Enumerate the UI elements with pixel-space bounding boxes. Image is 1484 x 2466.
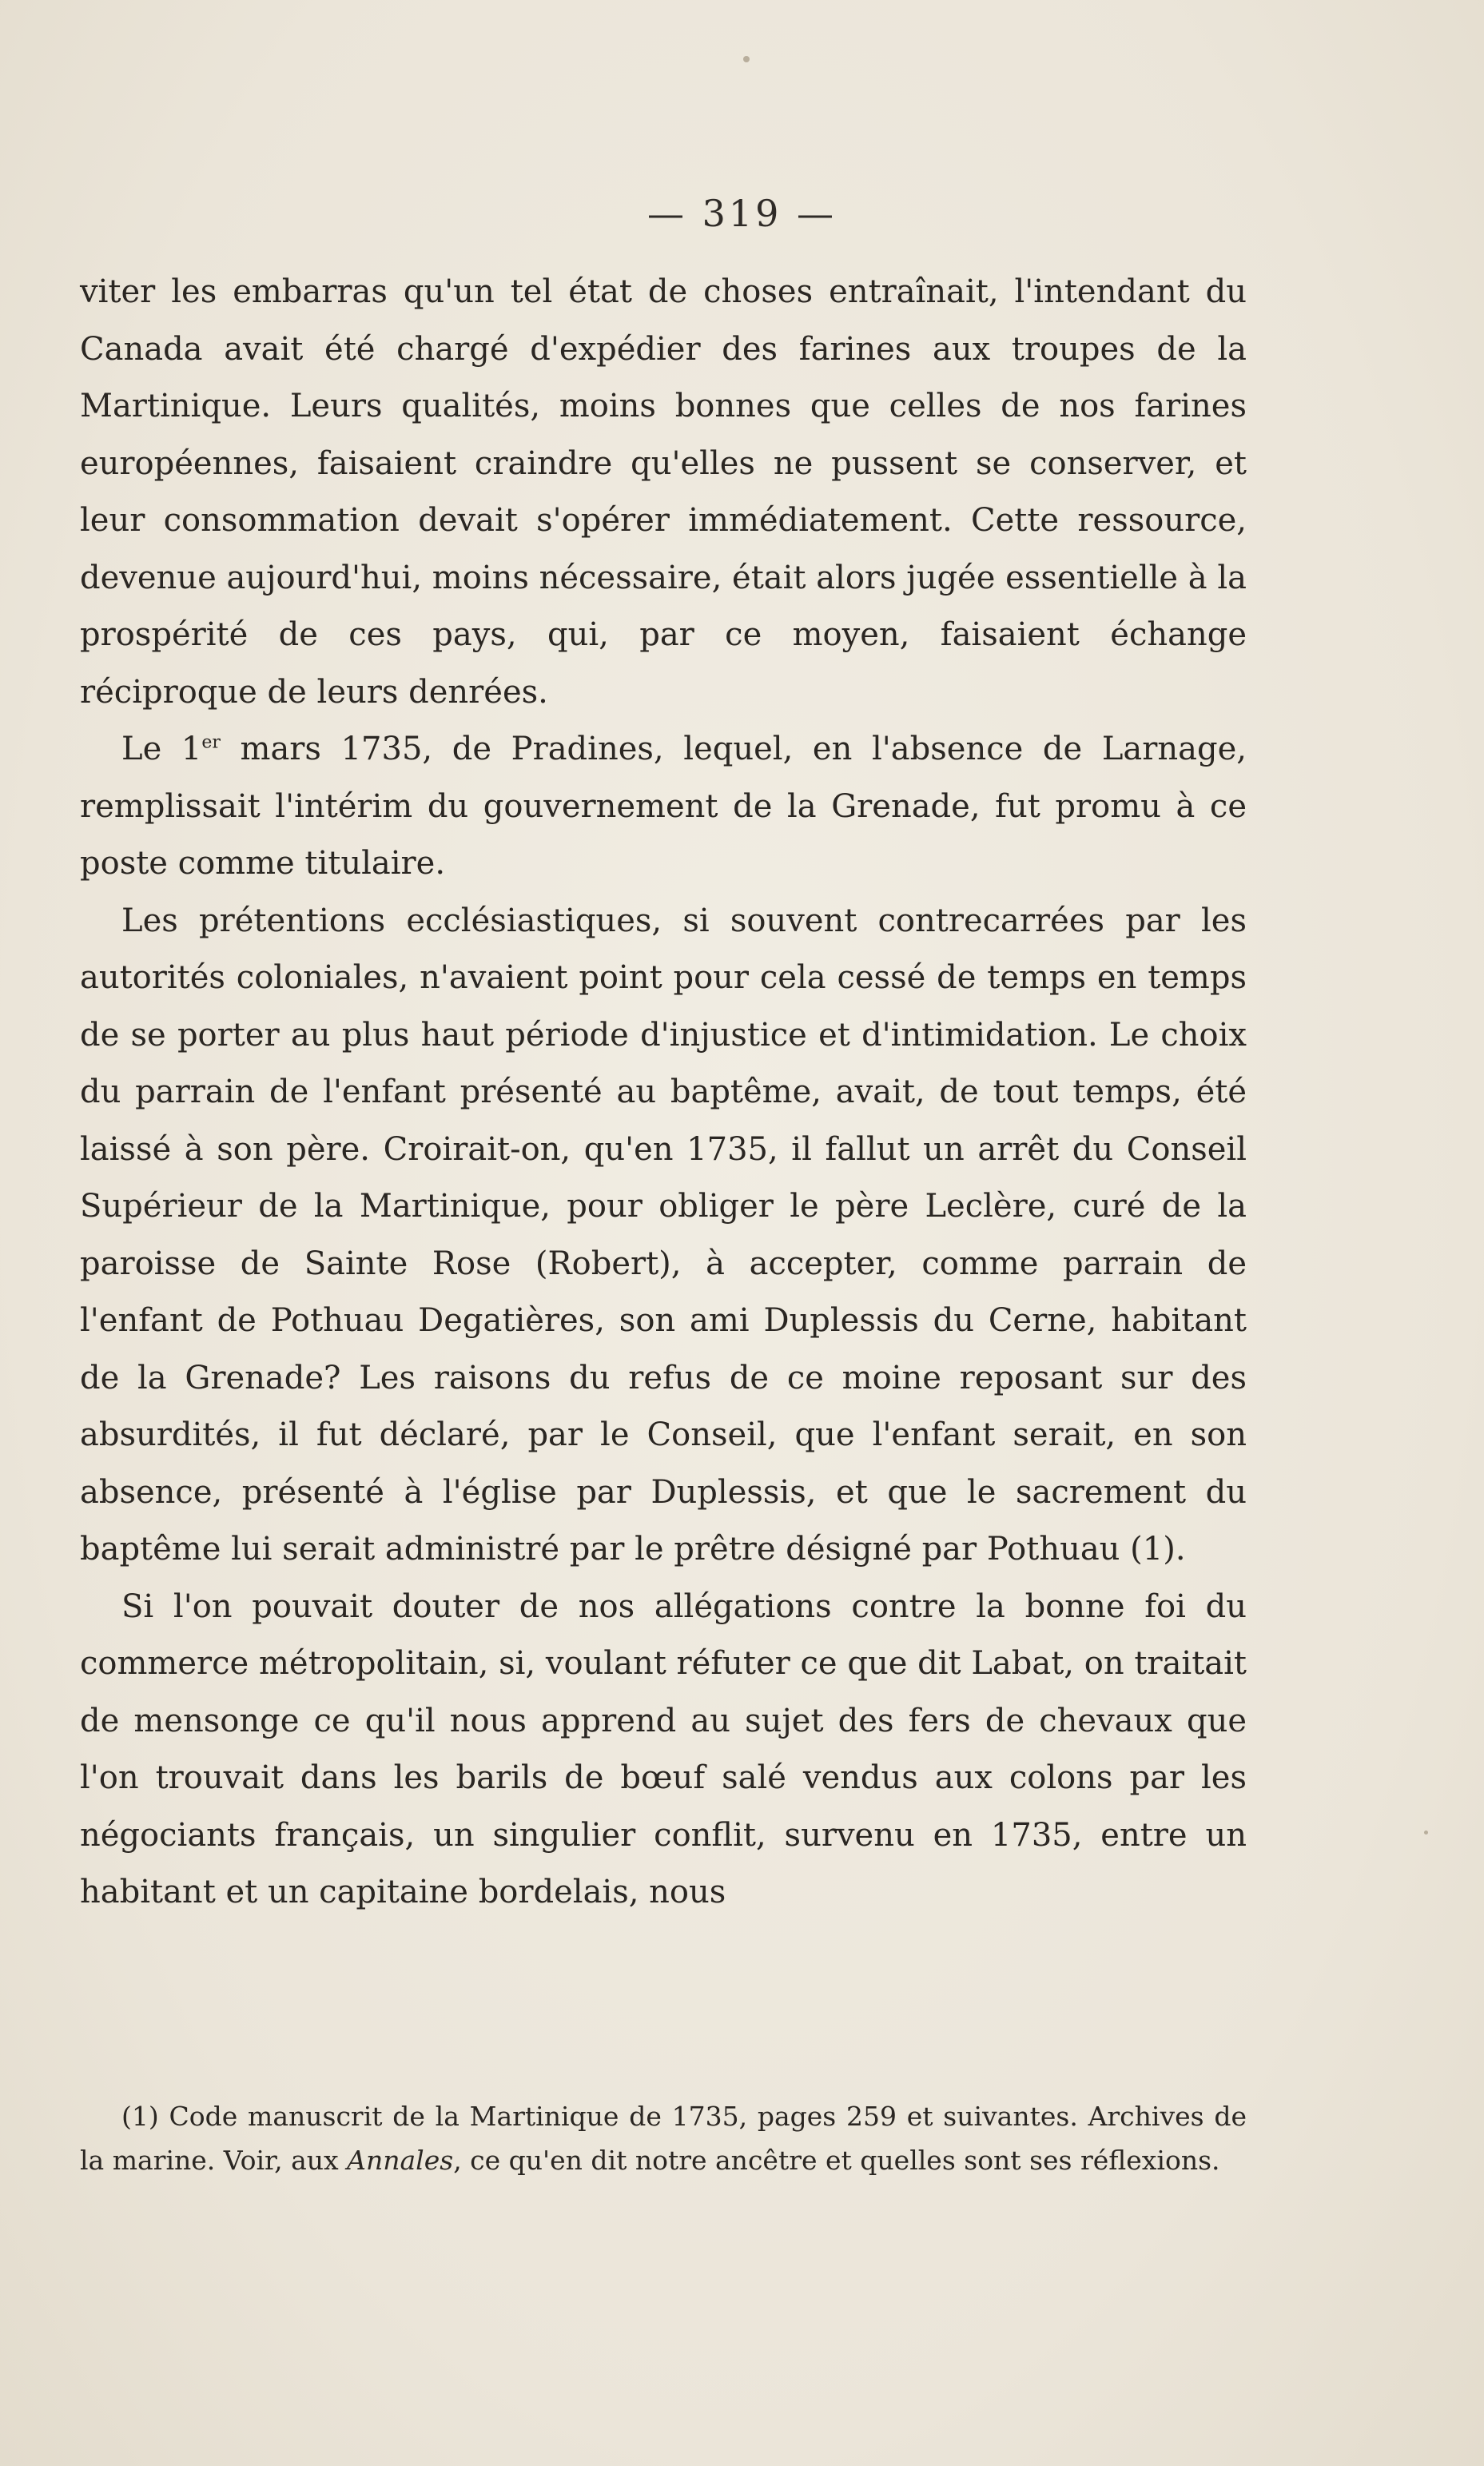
paragraph-pradines-rest: mars 1735, de Pradines, lequel, en l'absence de Larnage, remplissait l'intérim du gouvernement de la Grenade, fut promu à ce poste comme titulaire. — [80, 731, 1247, 882]
page-number: — 319 — — [647, 192, 837, 235]
paragraph-ecclesiastical: Les prétentions ecclésiastiques, si souvent contrecarrées par les autorités coloniales, n'avaient point pour cela cessé de temps en temps de se porter au plus haut période d'injustice et d'intimidation. Le choix du parrain de l'enfant présenté au baptême, avait, de tout temps, été laissé à son père. Croirait-on, qu'en 1735, il fallut un arrêt du Conseil Supérieur de la Martinique, pour obliger le père Leclère, curé de la paroisse de Sainte Rose (Robert), à accepter, comme parrain de l'enfant de Pothuau Degatières, son ami Duplessis du Cerne, habitant de la Grenade? Les raisons du refus de ce moine reposant sur des absurdités, il fut déclaré, par le Conseil, que l'enfant serait, en son absence, présenté à l'église par Duplessis, et que le sacrement du baptême lui serait administré par le prêtre désigné par Pothuau (1). — [80, 902, 1247, 1568]
paragraph-pradines-start: Le 1 — [121, 731, 202, 767]
paragraph-canada-flour: viter les embarras qu'un tel état de choses entraînait, l'intendant du Canada avait été chargé d'expédier des farines aux troupes de la Martinique. Leurs qualités, moins bonnes que celles de nos farines européennes, faisaient craindre qu'elles ne pussent se conserver, et leur consommation devait s'opérer immédiatement. Cette ressource, devenue aujourd'hui, moins nécessaire, était alors jugée essentielle à la prospérité de ces pays, qui, par ce moyen, faisaient échange réciproque de leurs denrées. — [80, 273, 1247, 711]
paper-speck — [1424, 1831, 1428, 1835]
footnote-1-start: (1) Code manuscrit de la Martinique de 1735, pages 259 et suivantes. Archives de la marine. Voir, aux — [80, 2101, 1247, 2176]
footnote-1 — [80, 2094, 1247, 2182]
superscript-er: er — [201, 732, 221, 753]
paper-speck — [743, 56, 750, 62]
footnote-1-end: , ce qu'en dit notre ancêtre et quelles sont ses réflexions. — [453, 2145, 1220, 2176]
footnotes — [80, 2094, 1247, 2182]
footnote-1-italic: Annales — [347, 2145, 454, 2176]
paragraph-commerce: Si l'on pouvait douter de nos allégations contre la bonne foi du commerce métropolitain, si, voulant réfuter ce que dit Labat, on traitait de mensonge ce qu'il nous apprend au sujet des fers de chevaux que l'on trouvait dans les barils de bœuf salé vendus aux colons par les négociants français, un singulier conflit, survenu en 1735, entre un habitant et un capitaine bordelais, nous — [80, 1588, 1247, 1910]
body-text — [80, 264, 1247, 1922]
paragraph-pradines — [80, 721, 1247, 893]
